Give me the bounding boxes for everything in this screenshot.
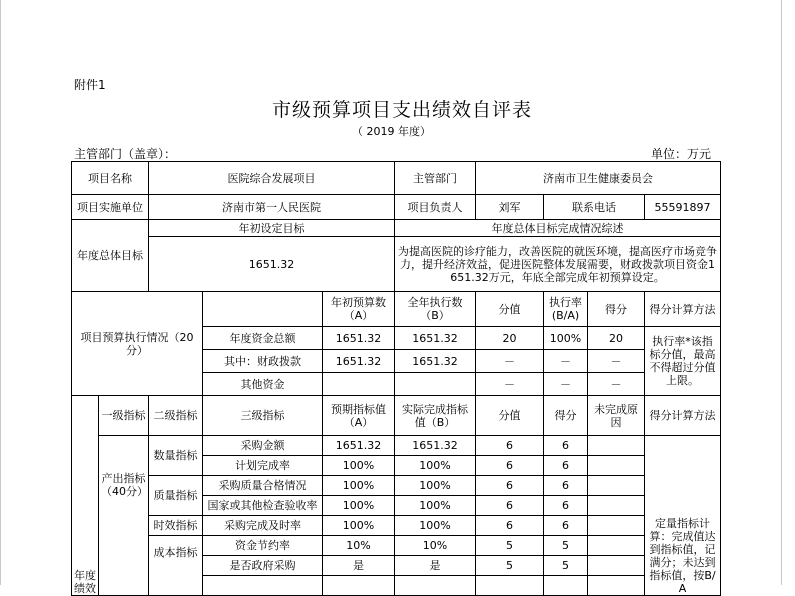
perf-method-note: 定量指标计算：完成值达到指标值，记满分；未达到指标值，按B/A	[645, 436, 721, 596]
perf-row-expected: 是	[323, 556, 395, 576]
perf-row-expected: 100%	[323, 496, 395, 516]
perf-score-value-header: 分值	[476, 396, 544, 436]
budget-row-actual	[395, 373, 476, 396]
goal-set-header: 年初设定目标	[149, 220, 395, 237]
cost-indicator-label: 成本指标	[149, 536, 203, 596]
perf-row-score-value: 6	[476, 496, 544, 516]
impl-unit-label: 项目实施单位	[72, 195, 149, 220]
perf-row-reason	[588, 496, 645, 516]
dept-head-label: 主管部门	[395, 162, 476, 195]
project-name-value: 医院综合发展项目	[149, 162, 395, 195]
perf-row-score-value: 6	[476, 436, 544, 456]
impl-unit-value: 济南市第一人民医院	[149, 195, 395, 220]
leader-value: 刘军	[476, 195, 544, 220]
perf-row-score-value: 5	[476, 536, 544, 556]
perf-row-expected: 100%	[323, 456, 395, 476]
budget-row-rate: 100%	[544, 327, 588, 350]
perf-row-score: 6	[544, 476, 588, 496]
perf-row-expected: 1651.32	[323, 436, 395, 456]
perf-row-actual: 10%	[395, 536, 476, 556]
budget-row-name: 年度资金总额	[203, 327, 323, 350]
perf-level2-header: 二级指标	[149, 396, 203, 436]
perf-row-score-value: 5	[476, 556, 544, 576]
unit-label: 单位：万元	[651, 147, 712, 161]
perf-row-reason	[588, 576, 645, 596]
budget-row-score: －	[588, 350, 645, 373]
perf-row-actual: 100%	[395, 496, 476, 516]
perf-row-reason	[588, 456, 645, 476]
perf-score-header: 得分	[544, 396, 588, 436]
budget-row-actual: 1651.32	[395, 327, 476, 350]
budget-method-header: 得分计算方法	[645, 292, 721, 327]
perf-row-expected: 100%	[323, 476, 395, 496]
perf-row-name: 采购质量合格情况	[203, 476, 323, 496]
budget-row-rate: －	[544, 350, 588, 373]
perf-level1-header: 一级指标	[99, 396, 149, 436]
budget-row-score-value: －	[476, 373, 544, 396]
phone-value: 55591897	[645, 195, 721, 220]
perf-reason-header: 未完成原因	[588, 396, 645, 436]
timeliness-indicator-label: 时效指标	[149, 516, 203, 536]
budget-row-score: 20	[588, 327, 645, 350]
perf-row-score: 6	[544, 456, 588, 476]
output-indicator-label: 产出指标（40分）	[99, 436, 149, 596]
perf-row-actual	[395, 576, 476, 596]
perf-row-score-value: 6	[476, 456, 544, 476]
budget-label: 项目预算执行情况（20分）	[72, 292, 203, 396]
budget-row-name: 其中：财政拨款	[203, 350, 323, 373]
perf-row-score: 5	[544, 536, 588, 556]
perf-row-score-value: 6	[476, 516, 544, 536]
perf-row-score: 5	[544, 556, 588, 576]
budget-row-score-value: －	[476, 350, 544, 373]
leader-label: 项目负责人	[395, 195, 476, 220]
goal-done-header: 年度总体目标完成情况综述	[395, 220, 721, 237]
goal-done-text: 为提高医院的诊疗能力，改善医院的就医环境，提高医疗市场竞争力，提升经济效益，促进医院整体发展需要，财政拨款项目资金1651.32万元，年底全部完成年初预算设定。	[395, 237, 721, 292]
budget-score-value-header: 分值	[476, 292, 544, 327]
goal-set-value: 1651.32	[149, 237, 395, 292]
budget-row-plan: 1651.32	[323, 327, 395, 350]
perf-row-reason	[588, 556, 645, 576]
perf-row-reason	[588, 516, 645, 536]
perf-row-actual: 100%	[395, 476, 476, 496]
attachment-label: 附件1	[74, 78, 106, 92]
perf-row-score: 6	[544, 436, 588, 456]
perf-row-name: 采购金额	[203, 436, 323, 456]
perf-method-header: 得分计算方法	[645, 396, 721, 436]
budget-row-actual: 1651.32	[395, 350, 476, 373]
budget-row-name: 其他资金	[203, 373, 323, 396]
perf-row-score	[544, 576, 588, 596]
budget-actual-header: 全年执行数（B）	[395, 292, 476, 327]
perf-row-name: 是否政府采购	[203, 556, 323, 576]
perf-row-expected: 100%	[323, 516, 395, 536]
dept-value: 济南市卫生健康委员会	[476, 162, 721, 195]
perf-row-name: 国家或其他检查验收率	[203, 496, 323, 516]
page-title: 市级预算项目支出绩效自评表	[272, 99, 533, 121]
perf-actual-header: 实际完成指标值（B）	[395, 396, 476, 436]
perf-row-actual: 是	[395, 556, 476, 576]
quantity-indicator-label: 数量指标	[149, 436, 203, 476]
perf-row-reason	[588, 476, 645, 496]
budget-rate-header: 执行率(B/A)	[544, 292, 588, 327]
perf-level3-header: 三级指标	[203, 396, 323, 436]
perf-row-actual: 100%	[395, 516, 476, 536]
budget-row-score: －	[588, 373, 645, 396]
project-name-label: 项目名称	[72, 162, 149, 195]
dept-seal-label: 主管部门（盖章）：	[74, 147, 177, 161]
perf-row-expected: 10%	[323, 536, 395, 556]
perf-row-name: 采购完成及时率	[203, 516, 323, 536]
perf-row-score: 6	[544, 496, 588, 516]
budget-plan-header: 年初预算数（A）	[323, 292, 395, 327]
year-line: （ 2019 年度）	[352, 125, 431, 138]
perf-row-expected	[323, 576, 395, 596]
budget-row-score-value: 20	[476, 327, 544, 350]
phone-label: 联系电话	[544, 195, 645, 220]
perf-row-actual: 100%	[395, 456, 476, 476]
perf-row-reason	[588, 436, 645, 456]
goal-label: 年度总体目标	[72, 220, 149, 292]
budget-row-plan	[323, 373, 395, 396]
perf-row-score: 6	[544, 516, 588, 536]
perf-row-score-value: 6	[476, 476, 544, 496]
perf-row-name: 资金节约率	[203, 536, 323, 556]
perf-row-score-value	[476, 576, 544, 596]
budget-score-header: 得分	[588, 292, 645, 327]
performance-table	[71, 161, 721, 596]
perf-row-reason	[588, 536, 645, 556]
budget-row-rate: －	[544, 373, 588, 396]
budget-method-note: 执行率*该指标分值，最高不得超过分值上限。	[645, 327, 721, 396]
quality-indicator-label: 质量指标	[149, 476, 203, 516]
perf-row-actual: 1651.32	[395, 436, 476, 456]
perf-row-name	[203, 576, 323, 596]
perf-row-name: 计划完成率	[203, 456, 323, 476]
perf-group-label: 年度绩效	[72, 396, 99, 596]
budget-row-plan: 1651.32	[323, 350, 395, 373]
budget-item-header	[203, 292, 323, 327]
perf-expected-header: 预期指标值（A）	[323, 396, 395, 436]
